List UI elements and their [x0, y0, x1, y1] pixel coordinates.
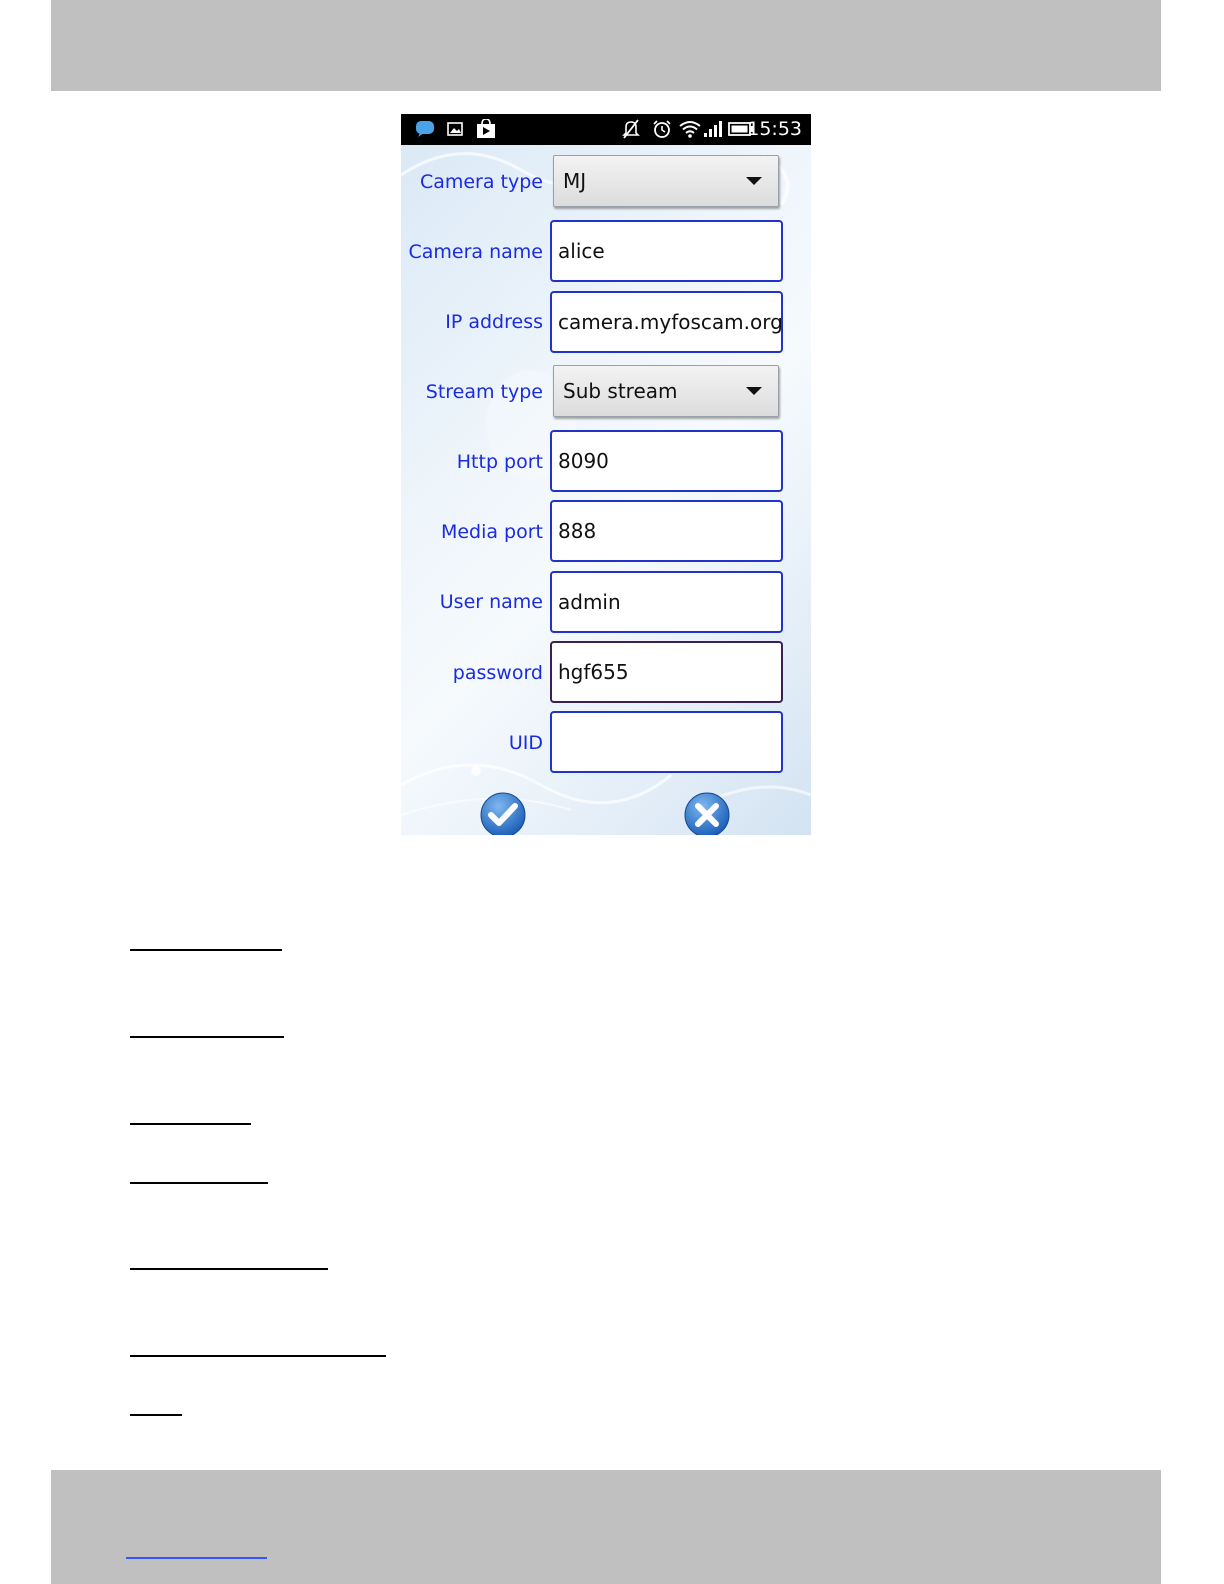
camera-name-label: Camera name [408, 241, 543, 263]
http-port-value: 8090 [558, 449, 609, 473]
user-name-label: User name [439, 591, 543, 613]
underline-3 [130, 1123, 251, 1125]
password-field[interactable] [550, 641, 783, 703]
wifi-icon [679, 118, 701, 140]
confirm-button[interactable] [480, 792, 526, 835]
status-bar [401, 114, 811, 145]
camera-name-field[interactable] [550, 220, 783, 282]
footer-link-underline[interactable] [126, 1557, 267, 1559]
camera-type-dropdown[interactable] [553, 155, 779, 207]
play-store-icon [475, 118, 497, 140]
password-value: hgf655 [558, 660, 629, 684]
status-time: 15:53 [747, 118, 802, 140]
media-port-value: 888 [558, 519, 597, 543]
gallery-icon [447, 118, 463, 140]
chat-icon [415, 118, 435, 140]
cancel-button[interactable] [684, 792, 730, 835]
password-label: password [452, 662, 543, 684]
stream-type-value: Sub stream [563, 379, 678, 403]
underline-1 [130, 949, 282, 951]
uid-field[interactable] [550, 711, 783, 773]
user-name-field[interactable] [550, 571, 783, 633]
page-footer-band [51, 1470, 1161, 1584]
camera-type-label: Camera type [419, 171, 543, 193]
camera-type-value: MJ [563, 169, 587, 193]
ip-address-value: camera.myfoscam.org [558, 310, 783, 334]
signal-icon [702, 118, 722, 140]
phone-screenshot [401, 114, 811, 835]
media-port-field[interactable] [550, 500, 783, 562]
underline-2 [130, 1036, 284, 1038]
ip-address-label: IP address [445, 311, 543, 333]
user-name-value: admin [558, 590, 621, 614]
http-port-label: Http port [456, 451, 543, 473]
underline-7 [130, 1414, 182, 1416]
camera-settings-form [401, 145, 811, 835]
check-icon [480, 792, 526, 835]
uid-label: UID [508, 732, 543, 754]
underline-4 [130, 1182, 268, 1184]
underline-6 [130, 1355, 386, 1357]
underline-5 [130, 1268, 328, 1270]
alarm-icon [652, 118, 672, 140]
close-icon [684, 792, 730, 835]
page-header-band [51, 0, 1161, 91]
chevron-down-icon [746, 387, 762, 395]
mute-icon [622, 118, 640, 140]
ip-address-field[interactable] [550, 291, 783, 353]
http-port-field[interactable] [550, 430, 783, 492]
stream-type-dropdown[interactable] [553, 365, 779, 417]
stream-type-label: Stream type [425, 381, 543, 403]
media-port-label: Media port [440, 521, 543, 543]
camera-name-value: alice [558, 239, 605, 263]
chevron-down-icon [746, 177, 762, 185]
